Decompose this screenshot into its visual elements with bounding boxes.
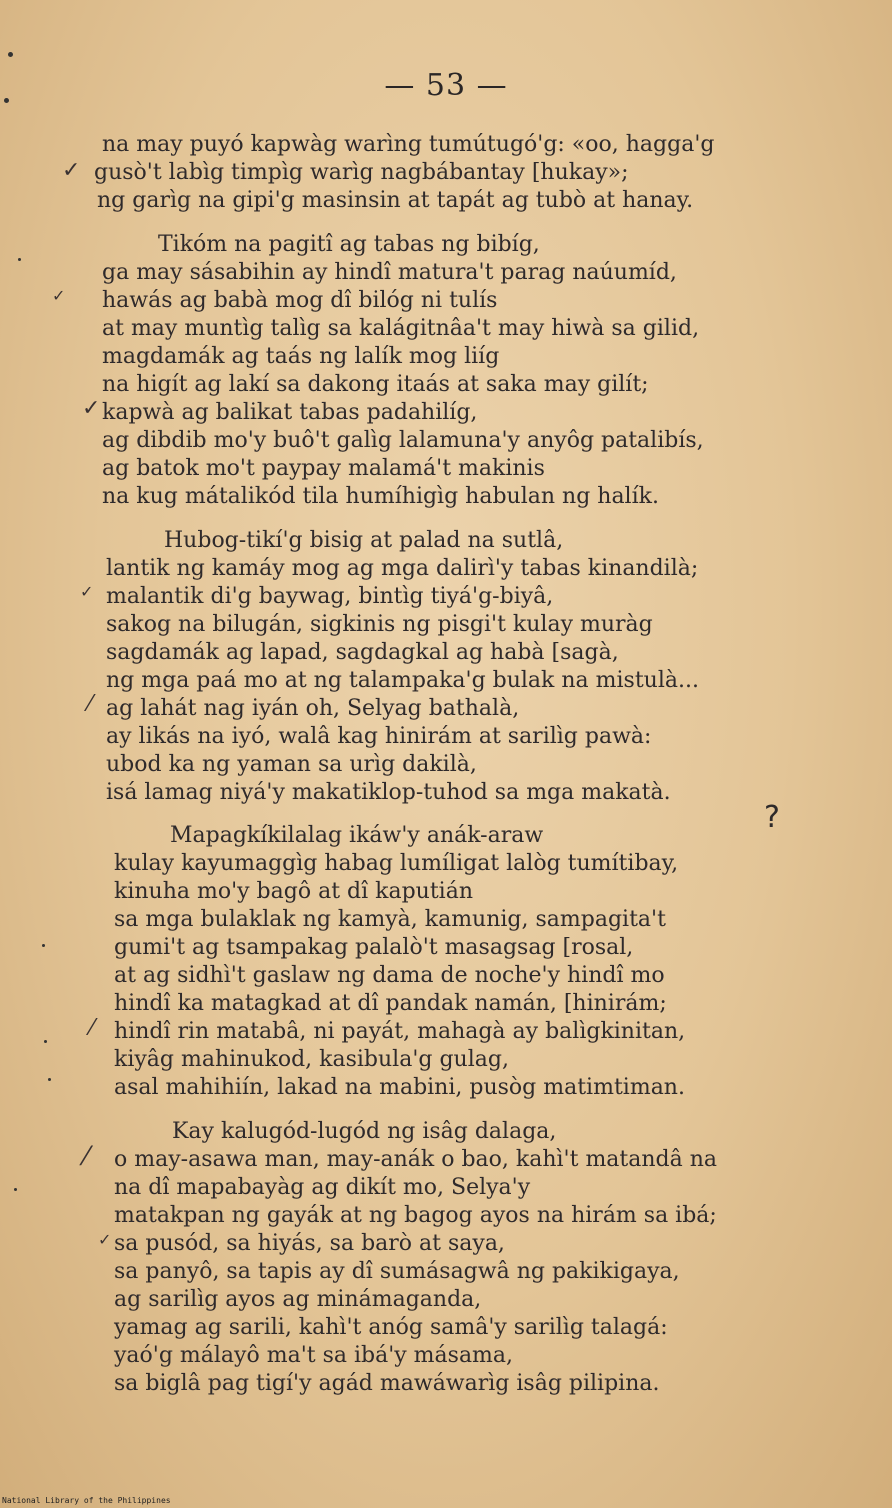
poem-line: sa pusód, sa hiyás, sa barò at saya, [114,1231,505,1256]
check-mark-icon: ✓ [62,158,81,183]
poem-line: ag sarilìg ayos ag minámaganda, [114,1287,482,1312]
poem-line: ay likás na iyó, walâ kag hinirám at sarilìg pawà: [106,724,652,749]
poem-line: gusò't labìg timpìg warìg nagbábantay [hukay»; [94,160,629,185]
check-mark-icon: ✓ [82,396,101,421]
tick-mark-icon: ✓ [52,286,66,305]
slash-mark-icon: ⁄ [88,692,92,717]
poem-line: o may-asawa man, may-anák o bao, kahì't matandâ na [114,1147,718,1172]
poem-line: hindî ka matagkad at dî pandak namán, [hinirám; [114,991,667,1016]
poem-line: at may muntìg talìg sa kalágitnâa't may hiwà sa gilid, [102,316,700,341]
poem-line: ng garìg na gipi'g masinsin at tapát ag tubò at hanay. [97,188,694,213]
poem-line: ng mga paá mo at ng talampaka'g bulak na mistulà... [106,668,699,693]
ink-speck [48,1078,51,1081]
poem-line: kiyâg mahinukod, kasibula'g gulag, [114,1047,509,1072]
poem-line: malantik di'g baywag, bintìg tiyá'g-biyâ, [106,584,554,609]
poem-line: magdamák ag taás ng lalík mog liíg [102,344,500,369]
handwritten-annotation: ? [764,800,780,835]
ink-speck [42,944,45,947]
poem-line: gumi't ag tsampakag palalò't masagsag [rosal, [114,935,634,960]
poem-line: na kug mátalikód tila humíhigìg habulan ng halík. [102,484,659,509]
ink-speck [18,258,21,261]
poem-line: lantik ng kamáy mog ag mga dalirì'y tabas kinandilà; [106,556,699,581]
poem-line: sa panyô, sa tapis ay dî sumásagwâ ng pakikigaya, [114,1259,680,1284]
poem-line: ag lahát nag iyán oh, Selyag bathalà, [106,696,520,721]
poem-line: Hubog-tikí'g bisig at palad na sutlâ, [164,528,564,553]
poem-line: Tikóm na pagitî ag tabas ng bibíg, [158,232,540,257]
poem-line: ag dibdib mo'y buô't galìg lalamuna'y anyôg patalibís, [102,428,704,453]
poem-line: matakpan ng gayák at ng bagog ayos na hirám sa ibá; [114,1203,717,1228]
poem-line: sa biglâ pag tigí'y agád mawáwarìg isâg pilipina. [114,1371,660,1396]
poem-line: na higít ag lakí sa dakong itaás at saka may gilít; [102,372,649,397]
poem-line: isá lamag niyá'y makatiklop-tuhod sa mga makatà. [106,780,671,805]
ink-speck [14,1188,17,1191]
page-number: — 53 — [384,68,508,103]
poem-line: sagdamák ag lapad, sagdagkal ag habà [sagà, [106,640,619,665]
poem-line: ag batok mo't paypay malamá't makinis [102,456,545,481]
ink-speck [44,1040,47,1043]
poem-line: na dî mapabayàg ag dikít mo, Selya'y [114,1175,531,1200]
poem-line: kinuha mo'y bagô at dî kaputián [114,879,474,904]
library-footer: National Library of the Philippines [2,1496,171,1505]
poem-line: kulay kayumaggìg habag lumíligat lalòg tumítibay, [114,851,679,876]
poem-line: hawás ag babà mog dî bilóg ni tulís [102,288,498,313]
poem-line: asal mahihiín, lakad na mabini, pusòg matimtiman. [114,1075,685,1100]
ink-speck [8,52,13,57]
slash-mark-icon: ⁄ [90,1016,94,1041]
poem-line: ubod ka ng yaman sa urìg dakilà, [106,752,477,777]
slash-mark-icon: ⁄ [84,1142,89,1172]
poem-line: sakog na bilugán, sigkinis ng pisgi't kulay muràg [106,612,653,637]
poem-line: Mapagkíkilalag ikáw'y anák-araw [170,823,544,848]
tick-mark-icon: ✓ [98,1230,112,1249]
poem-line: hindî rin matabâ, ni payát, mahagà ay balìgkinitan, [114,1019,686,1044]
poem-line: yamag ag sarili, kahì't anóg samâ'y sarilìg talagá: [114,1315,668,1340]
poem-line: yaó'g málayô ma't sa ibá'y másama, [114,1343,514,1368]
ink-speck [4,98,9,103]
poem-line: sa mga bulaklak ng kamyà, kamunig, sampagita't [114,907,666,932]
poem-line: na may puyó kapwàg warìng tumútugó'g: «oo, hagga'g [102,132,715,157]
poem-line: at ag sidhì't gaslaw ng dama de noche'y hindî mo [114,963,665,988]
poem-line: ga may sásabihin ay hindî matura't parag naúumíd, [102,260,677,285]
tick-mark-icon: ✓ [80,582,94,601]
poem-line: kapwà ag balikat tabas padahilíg, [102,400,478,425]
poem-line: Kay kalugód-lugód ng isâg dalaga, [172,1119,557,1144]
